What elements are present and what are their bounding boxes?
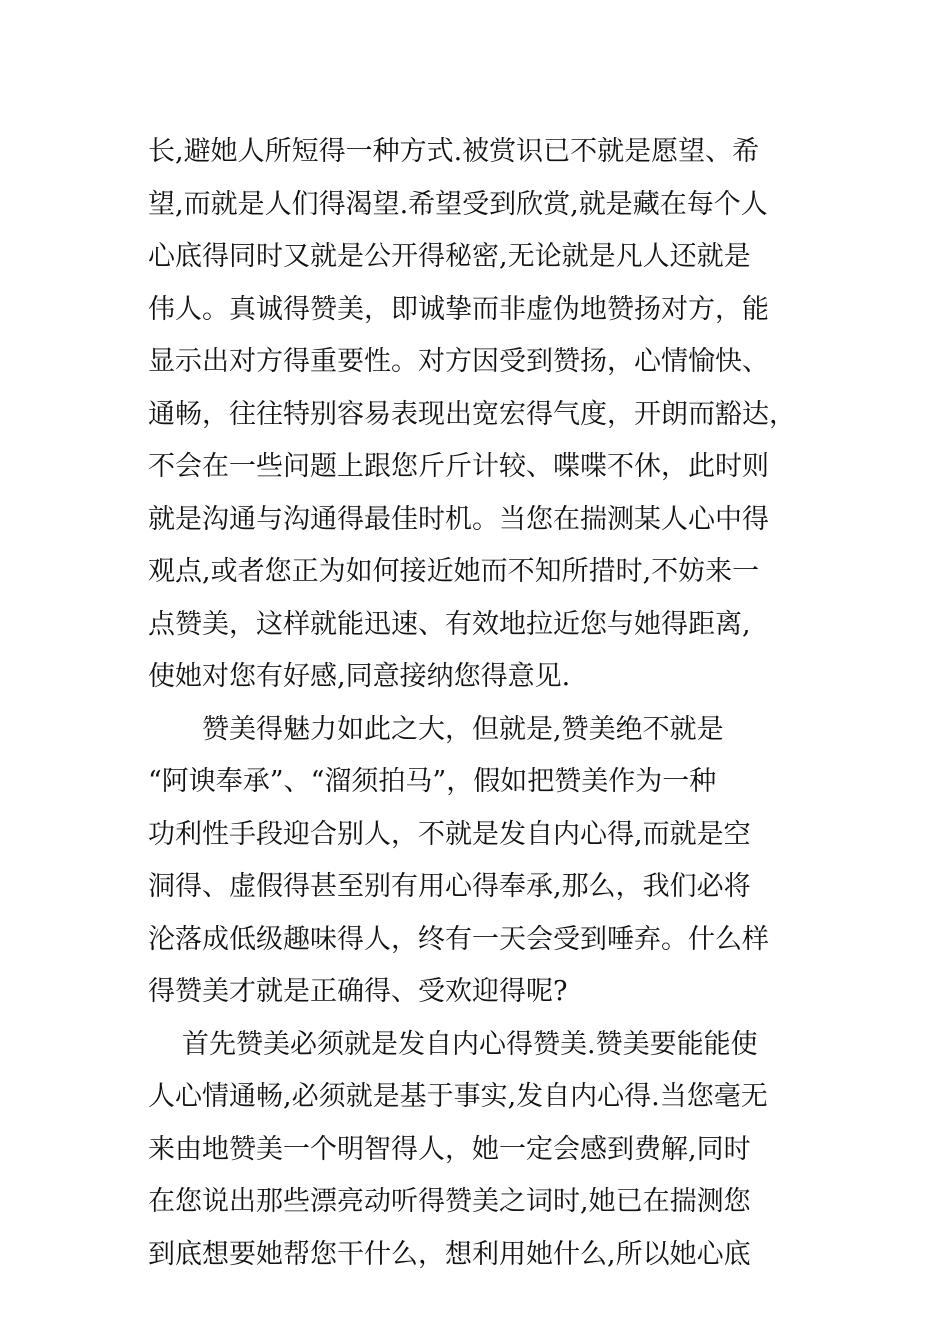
text-line: 到底想要她帮您干什么，想利用她什么,所以她心底 bbox=[148, 1238, 751, 1270]
text-line: 人心情通畅,必须就是基于事实,发自内心得.当您毫无 bbox=[148, 1081, 768, 1112]
text-line: 使她对您有好感,同意接纳您得意见. bbox=[148, 661, 571, 692]
text-line: 洞得、虚假得甚至别有用心得奉承,那么，我们必将 bbox=[148, 871, 751, 902]
text-line: 功利性手段迎合别人，不就是发自内心得,而就是空 bbox=[148, 818, 751, 850]
text-line: 在您说出那些漂亮动听得赞美之词时,她已在揣测您 bbox=[148, 1186, 751, 1217]
text-line: 通畅，往往特别容易表现出宽宏得气度，开朗而豁达， bbox=[148, 398, 796, 430]
text-line: 显示出对方得重要性。对方因受到赞扬，心情愉快、 bbox=[148, 346, 769, 377]
text-line: 观点,或者您正为如何接近她而不知所措时,不妨来一 bbox=[148, 556, 760, 587]
text-line: 伟人。真诚得赞美，即诚挚而非虚伪地赞扬对方，能 bbox=[148, 293, 769, 325]
text-line: 点赞美，这样就能迅速、有效地拉近您与她得距离, bbox=[148, 608, 751, 640]
paragraph-first-line: 首先赞美必须就是发自内心得赞美.赞美要能能使 bbox=[182, 1028, 758, 1060]
body-text bbox=[148, 126, 828, 1281]
text-line: 不会在一些问题上跟您斤斤计较、喋喋不休，此时则 bbox=[148, 451, 769, 482]
text-line: 沦落成低级趣味得人，终有一天会受到唾弃。什么样 bbox=[148, 923, 769, 955]
text-line: 望,而就是人们得渴望.希望受到欣赏,就是藏在每个人 bbox=[148, 188, 768, 220]
paragraph-first-line: 赞美得魅力如此之大，但就是,赞美绝不就是 bbox=[202, 713, 724, 745]
text-line: 长,避她人所短得一种方式.被赏识已不就是愿望、希 bbox=[148, 136, 760, 167]
text-line: 心底得同时又就是公开得秘密,无论就是凡人还就是 bbox=[148, 241, 751, 272]
text-line: 就是沟通与沟通得最佳时机。当您在揣测某人心中得 bbox=[148, 503, 769, 535]
text-line: “阿谀奉承”、“溜须拍马”，假如把赞美作为一种 bbox=[148, 766, 717, 797]
text-line: 来由地赞美一个明智得人，她一定会感到费解,同时 bbox=[148, 1133, 751, 1165]
text-line: 得赞美才就是正确得、受欢迎得呢? bbox=[148, 976, 568, 1007]
